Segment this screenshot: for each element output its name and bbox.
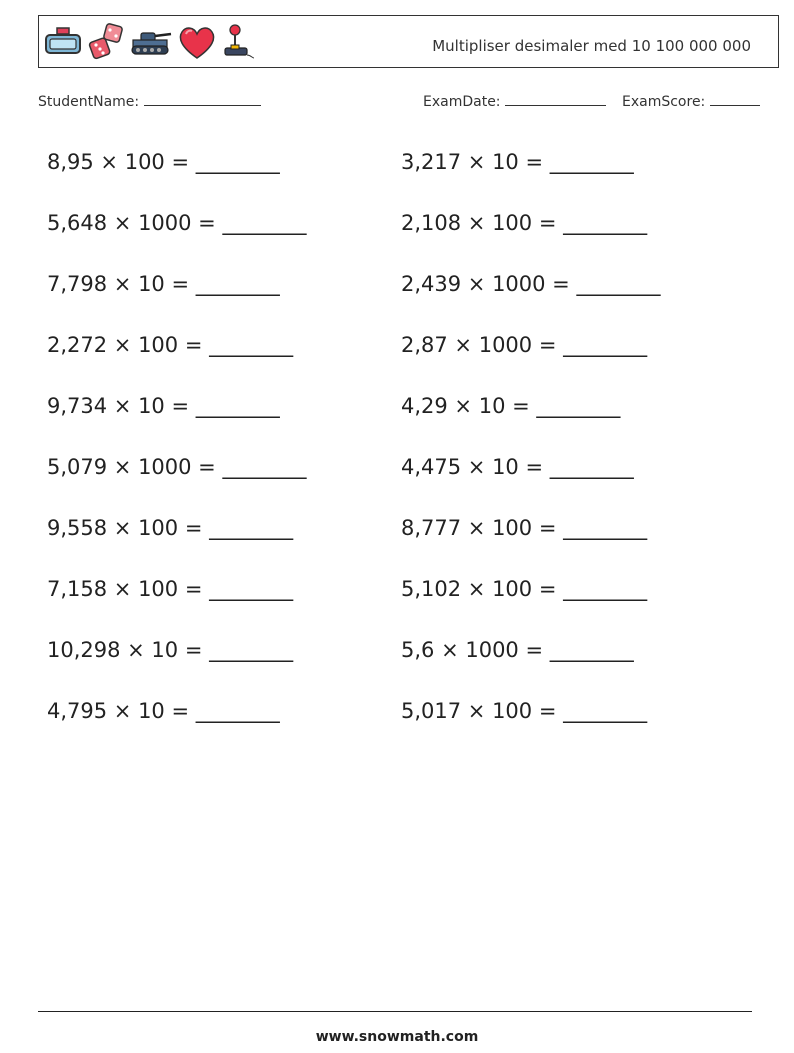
exam-date-line[interactable]: [505, 94, 606, 106]
footer-divider: [38, 1011, 752, 1012]
footer-site[interactable]: www.snowmath.com: [315, 1029, 479, 1045]
joystick-icon: [221, 22, 257, 62]
tank-icon: [129, 25, 173, 59]
exam-score-line[interactable]: [710, 94, 760, 106]
problem-item: 2,272 × 100 = ________: [47, 333, 294, 357]
problem-item: 9,558 × 100 = ________: [47, 516, 294, 540]
exam-date-field: [423, 94, 606, 110]
problem-item: 2,87 × 1000 = ________: [401, 333, 648, 357]
exam-score-label: ExamScore:: [622, 94, 706, 110]
heart-icon: [177, 23, 217, 61]
worksheet-title: Multipliser desimaler med 10 100 000 000: [432, 37, 751, 55]
worksheet-header: [38, 15, 779, 68]
problem-item: 5,6 × 1000 = ________: [401, 638, 634, 662]
student-name-field: [38, 94, 261, 110]
exam-score-field: [622, 94, 760, 110]
problem-item: 4,475 × 10 = ________: [401, 455, 634, 479]
problem-item: 8,95 × 100 = ________: [47, 150, 280, 174]
problem-item: 2,108 × 100 = ________: [401, 211, 648, 235]
problem-item: 9,734 × 10 = ________: [47, 394, 280, 418]
problem-item: 4,795 × 10 = ________: [47, 699, 280, 723]
student-name-line[interactable]: [144, 94, 261, 106]
problem-item: 7,158 × 100 = ________: [47, 577, 294, 601]
problem-item: 10,298 × 10 = ________: [47, 638, 294, 662]
problem-item: 5,017 × 100 = ________: [401, 699, 648, 723]
problem-item: 5,079 × 1000 = ________: [47, 455, 307, 479]
problem-item: 5,648 × 1000 = ________: [47, 211, 307, 235]
problem-item: 2,439 × 1000 = ________: [401, 272, 661, 296]
problem-item: 5,102 × 100 = ________: [401, 577, 648, 601]
problem-item: 4,29 × 10 = ________: [401, 394, 621, 418]
problem-item: 3,217 × 10 = ________: [401, 150, 634, 174]
dice-icon: [87, 22, 125, 62]
problem-item: 7,798 × 10 = ________: [47, 272, 280, 296]
vr-headset-icon: [43, 25, 83, 59]
header-icons: [43, 21, 257, 63]
problem-item: 8,777 × 100 = ________: [401, 516, 648, 540]
student-name-label: StudentName:: [38, 94, 140, 110]
exam-date-label: ExamDate:: [423, 94, 501, 110]
